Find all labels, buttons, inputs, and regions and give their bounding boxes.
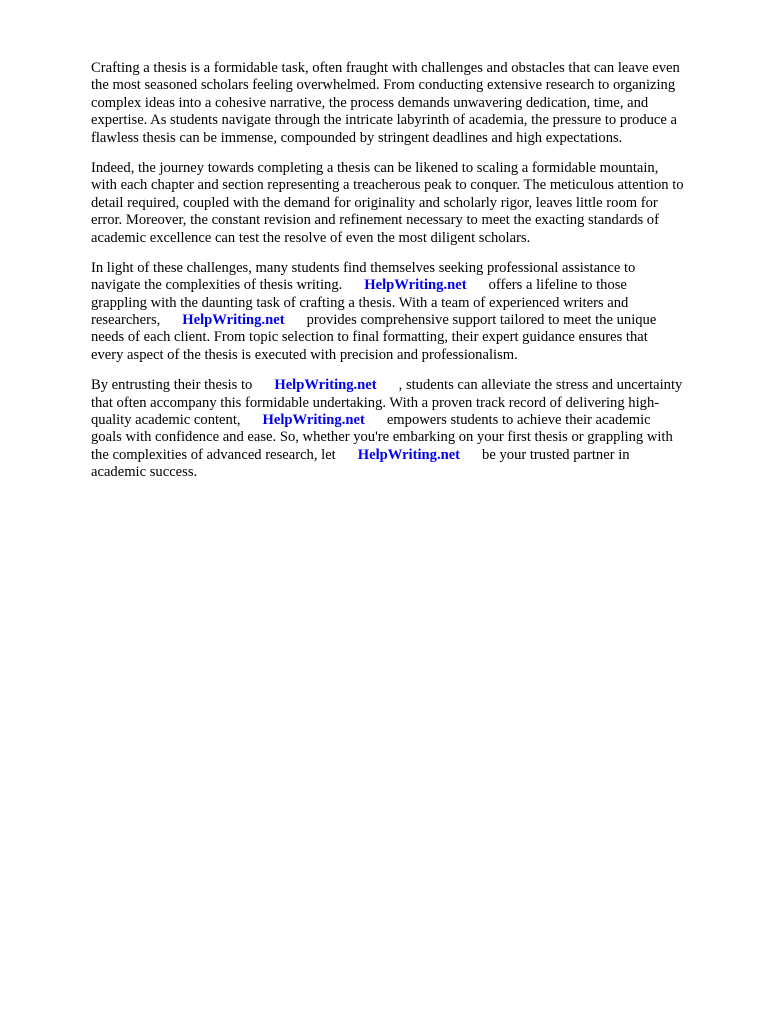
text-line: that often accompany this formidable undertaking. With a proven track record of delivering high- <box>91 394 660 411</box>
text-line <box>91 277 731 294</box>
text-line: academic success. <box>91 464 198 481</box>
text-line: Crafting a thesis is a formidable task, often fraught with challenges and obstacles that can leave even <box>91 60 680 76</box>
text-segment: offers a lifeline to those <box>488 277 627 294</box>
text-line: complex ideas into a cohesive narrative, the process demands unwavering dedication, time, and <box>91 94 649 111</box>
text-line: error. Moreover, the constant revision and refinement necessary to meet the exacting standards of <box>91 212 659 229</box>
text-line <box>91 412 731 429</box>
paragraph-1 <box>91 60 731 147</box>
helpwriting-link[interactable]: HelpWriting.net <box>364 277 467 294</box>
helpwriting-link[interactable]: HelpWriting.net <box>357 446 461 463</box>
text-segment: researchers, <box>91 312 161 329</box>
text-line <box>91 312 731 329</box>
text-line: detail required, coupled with the demand for originality and scholarly rigor, leaves little room for <box>91 194 658 211</box>
text-segment: quality academic content, <box>91 412 241 429</box>
helpwriting-link[interactable]: HelpWriting.net <box>274 377 377 394</box>
text-line: the most seasoned scholars feeling overwhelmed. From conducting extensive research to organizing <box>91 77 676 94</box>
helpwriting-link[interactable]: HelpWriting.net <box>262 412 365 429</box>
document-page <box>91 60 731 482</box>
text-line: In light of these challenges, many students find themselves seeking professional assistance to <box>91 259 636 276</box>
text-segment: be your trusted partner in <box>482 446 630 463</box>
helpwriting-link[interactable]: HelpWriting.net <box>182 312 285 329</box>
text-line: goals with confidence and ease. So, whether you're embarking on your first thesis or grappling with <box>91 429 673 446</box>
text-line <box>91 447 731 464</box>
text-line: with each chapter and section representing a treacherous peak to conquer. The meticulous attention to <box>91 177 684 194</box>
text-line: every aspect of the thesis is executed with precision and professionalism. <box>91 346 518 363</box>
text-line: grappling with the daunting task of crafting a thesis. With a team of experienced writers and <box>91 294 629 311</box>
paragraph-4 <box>91 377 731 481</box>
text-line: expertise. As students navigate through the intricate labyrinth of academia, the pressure to produce a <box>91 112 677 129</box>
text-segment: the complexities of advanced research, let <box>91 446 336 463</box>
text-segment: By entrusting their thesis to <box>91 377 253 394</box>
text-line: Indeed, the journey towards completing a thesis can be likened to scaling a formidable mountain, <box>91 159 659 176</box>
text-line: needs of each client. From topic selection to final formatting, their expert guidance ensures that <box>91 329 648 346</box>
text-line: flawless thesis can be immense, compounded by stringent deadlines and high expectations. <box>91 129 623 146</box>
text-segment: provides comprehensive support tailored to meet the unique <box>306 312 657 329</box>
text-segment: navigate the complexities of thesis writing. <box>91 277 343 294</box>
paragraph-2 <box>91 160 731 247</box>
text-segment: empowers students to achieve their academic <box>386 412 651 429</box>
text-line <box>91 377 731 394</box>
paragraph-3 <box>91 260 731 364</box>
text-line: academic excellence can test the resolve of even the most diligent scholars. <box>91 229 531 246</box>
text-segment: , students can alleviate the stress and uncertainty <box>398 377 683 394</box>
